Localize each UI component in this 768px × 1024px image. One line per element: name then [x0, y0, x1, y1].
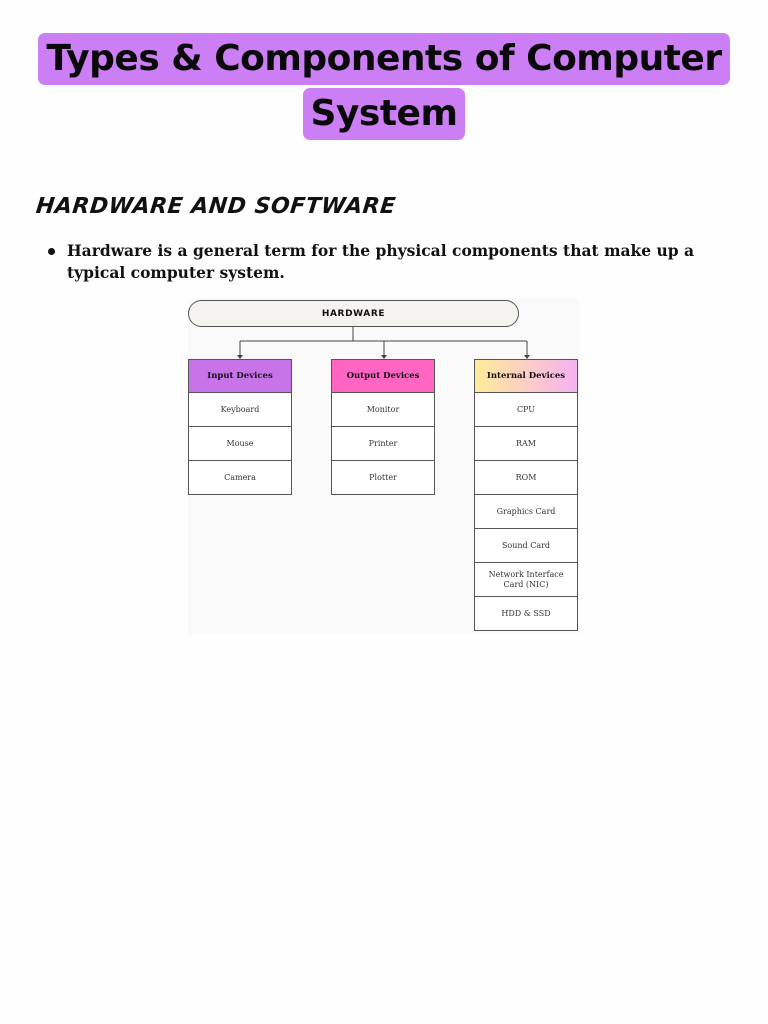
column-item: HDD & SSD	[474, 597, 578, 631]
diagram-connectors	[188, 298, 579, 368]
section-heading: HARDWARE AND SOFTWARE	[34, 194, 398, 219]
column-item: Camera	[188, 461, 292, 495]
page-title-line-2: System	[303, 88, 466, 140]
column-item: Printer	[331, 427, 435, 461]
page-title	[0, 33, 768, 140]
bullet-icon	[48, 248, 55, 255]
hardware-diagram	[188, 298, 579, 634]
column-item: CPU	[474, 393, 578, 427]
bullet-list	[48, 240, 698, 284]
column-item: ROM	[474, 461, 578, 495]
column-output-devices	[331, 359, 435, 495]
column-item: Network Interface Card (NIC)	[474, 563, 578, 597]
column-internal-devices	[474, 359, 578, 631]
column-item: Plotter	[331, 461, 435, 495]
column-input-devices	[188, 359, 292, 495]
column-item: Keyboard	[188, 393, 292, 427]
column-item: Graphics Card	[474, 495, 578, 529]
column-header: Input Devices	[188, 359, 292, 393]
bullet-item	[48, 240, 698, 284]
column-item: Monitor	[331, 393, 435, 427]
column-item: Mouse	[188, 427, 292, 461]
diagram-root-node: HARDWARE	[188, 300, 519, 327]
column-item: Sound Card	[474, 529, 578, 563]
column-item: RAM	[474, 427, 578, 461]
column-header: Internal Devices	[474, 359, 578, 393]
column-header: Output Devices	[331, 359, 435, 393]
page-title-line-1: Types & Components of Computer	[38, 33, 729, 85]
bullet-text: Hardware is a general term for the physical components that make up a typical computer system.	[67, 241, 695, 282]
